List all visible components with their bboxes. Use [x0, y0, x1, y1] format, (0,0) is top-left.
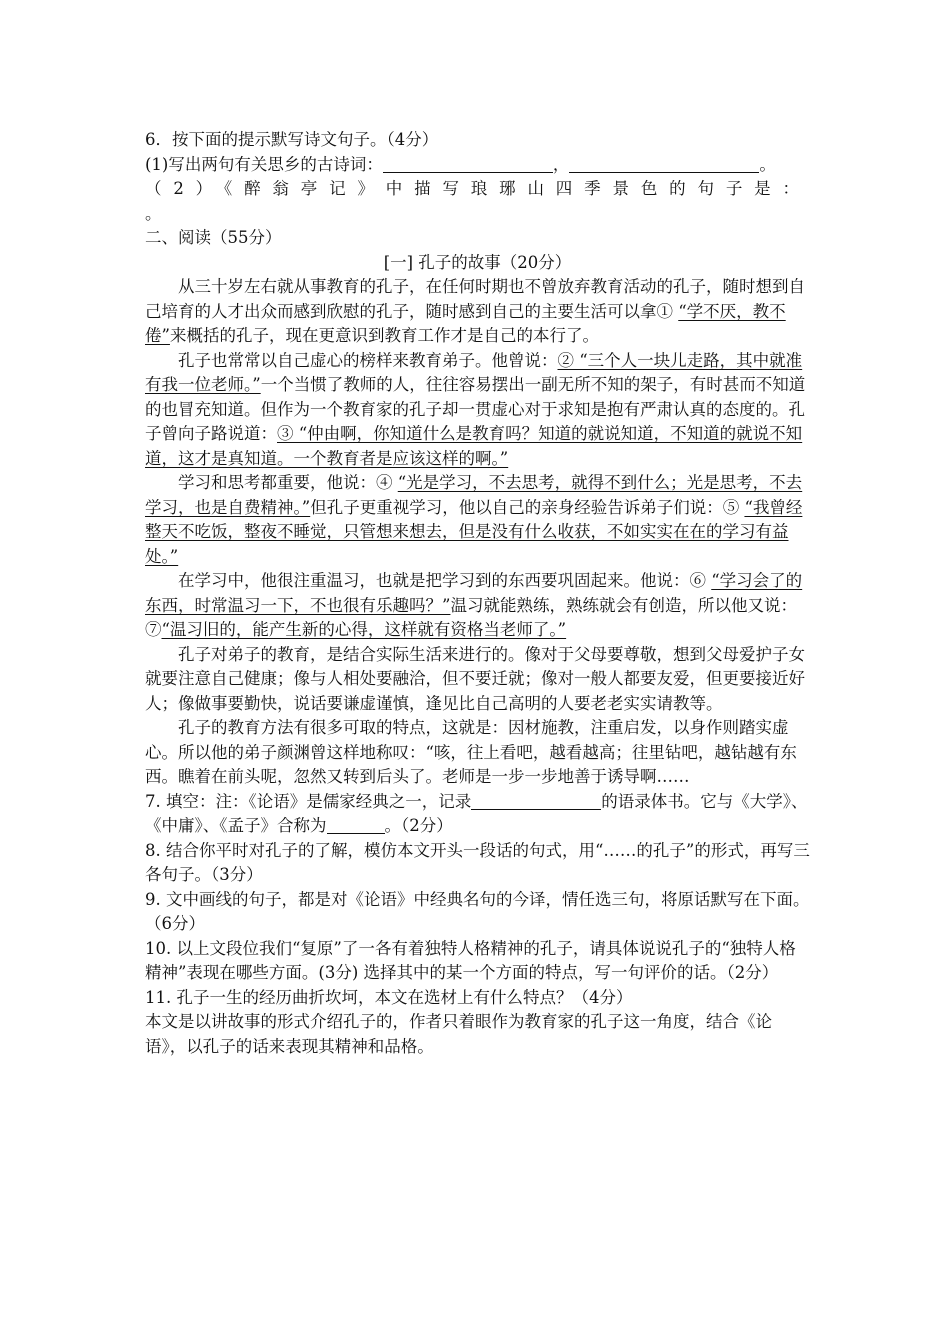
- passage-paragraph-4: 在学习中，他很注重温习，也就是把学习到的东西要巩固起来。他说：⑥ “学习会了的东西，时常温习一下，不也很有乐趣吗？”温习就能熟练，熟练就会有创造，所以他又说：⑦“温习旧的，能产生新的心得，这样就有资格当老师了。”: [145, 571, 803, 639]
- underlined-quote: “光是学习，不去思考，就得不到什么；光是思考，不去学习，也是自费精神。”: [145, 473, 803, 517]
- question-8: 8. 结合你平时对孔子的了解，模仿本文开头一段话的句式，用“……的孔子”的形式，再写三各句子。（3分）: [145, 840, 810, 884]
- underlined-quote: “学不厌，教不倦”: [145, 301, 786, 345]
- answer-blank: [471, 792, 601, 810]
- q6-line1: [145, 153, 810, 178]
- underlined-quote: “温习旧的，能产生新的心得，这样就有资格当老师了。”: [161, 620, 567, 639]
- question-10: 10. 以上文段位我们“复原”了一各有着独特人格精神的孔子，请具体说说孔子的“独特人格精神”表现在哪些方面。(3分) 选择其中的某一个方面的特点，写一句评价的话。（2分）: [145, 938, 796, 982]
- passage-paragraph-2: 孔子也常常以自己虚心的榜样来教育弟子。他曾说：② “三个人一块儿走路，其中就准有我一位老师。”一个当惯了教师的人，往往容易摆出一副无所不知的架子，有时甚而不知道的也冒充知道。但作为一个教育家的孔子却一贯虚心对于求知是抱有严肃认真的态度的。孔子曾向子路说道：③ “仲由啊，你知道什么是教育吗？知道的就说知道，不知道的就说不知道，这才是真知道。一个教育者是应该这样的啊。”: [145, 350, 806, 468]
- q6-line1-sep: ，: [552, 154, 570, 174]
- answer-blank: [327, 816, 385, 834]
- question-7: 7. 填空：注：《论语》是儒家经典之一，记录 的语录体书。它与《大学》、《中庸》、《孟子》合称为 。（2分）: [145, 791, 808, 835]
- passage-paragraph-3: 学习和思考都重要，他说：④ “光是学习，不去思考，就得不到什么；光是思考，不去学习，也是自费精神。”但孔子更重视学习，他以自己的亲身经验告诉弟子们说：⑤ “我曾经整天不吃饭，整夜不睡觉，只管想来想去，但是没有什么收获，不如实实在在的学习有益处。”: [145, 473, 803, 566]
- section-title: 二、阅读（55分）: [145, 228, 282, 247]
- underlined-quote: ② “三个人一块儿走路，其中就准有我一位老师。”: [145, 350, 803, 394]
- question-9: 9. 文中画线的句子，都是对《论语》中经典名句的今译，情任选三句，将原话默写在下面。（6分）: [145, 889, 810, 933]
- q6-line2-end: 。: [145, 203, 162, 223]
- underlined-quote: “我曾经整天不吃饭，整夜不睡觉，只管想来想去，但是没有什么收获，不如实实在在的学习有益处。”: [145, 497, 803, 566]
- passage-paragraph-1: 从三十岁左右就从事教育的孔子，在任何时期也不曾放弃教育活动的孔子，随时想到自己培育的人才出众而感到欣慰的孔子，随时感到自己的主要生活可以拿① “学不厌，教不倦”来概括的孔子，现在更意识到教育工作才是自己的本行了。: [145, 277, 805, 345]
- passage-paragraph-6: 孔子的教育方法有很多可取的特点，这就是：因材施教，注重启发，以身作则踏实虚心。所以他的弟子颜渊曾这样地称叹：“咳，往上看吧，越看越高；往里钻吧，越钻越有东西。瞧着在前头呢，忽然又转到后头了。老师是一步一步地善于诱导啊……: [145, 718, 797, 786]
- question-11-answer: 本文是以讲故事的形式介绍孔子的，作者只着眼作为教育家的孔子这一角度，结合《论语》，以孔子的话来表现其精神和品格。: [145, 1012, 772, 1056]
- q6-line1-end: 。: [759, 154, 776, 174]
- underlined-quote: “学习会了的东西，时常温习一下，不也很有乐趣吗？”: [145, 571, 803, 615]
- q6-title: 6．按下面的提示默写诗文句子。（4分）: [145, 130, 439, 149]
- passage-paragraph-5: 孔子对弟子的教育，是结合实际生活来进行的。像对于父母要尊敬，想到父母爱护子女就要注意自己健康；像与人相处要融洽，但不要迁就；像对一般人都要友爱，但更要接近好人；像做事要勤快，说话要谦虚谨慎，逢见比自己高明的人要老老实实请教等。: [145, 644, 805, 713]
- question-11: 11. 孔子一生的经历曲折坎坷，本文在选材上有什么特点？（4分）: [145, 987, 633, 1007]
- exam-page: [145, 128, 810, 1059]
- answer-blank: [569, 155, 759, 173]
- passage-title: [一] 孔子的故事（20分）: [383, 252, 572, 272]
- answer-blank: [383, 155, 553, 173]
- underlined-quote: ③ “仲由啊，你知道什么是教育吗？知道的就说知道，不知道的就说不知道，这才是真知道。一个教育者是应该这样的啊。”: [145, 424, 803, 468]
- q6-line1-prefix: (1)写出两句有关思乡的古诗词：: [145, 154, 383, 174]
- q6-line2: （2）《醉翁亭记》中描写琅琊山四季景色的句子是：: [145, 179, 810, 198]
